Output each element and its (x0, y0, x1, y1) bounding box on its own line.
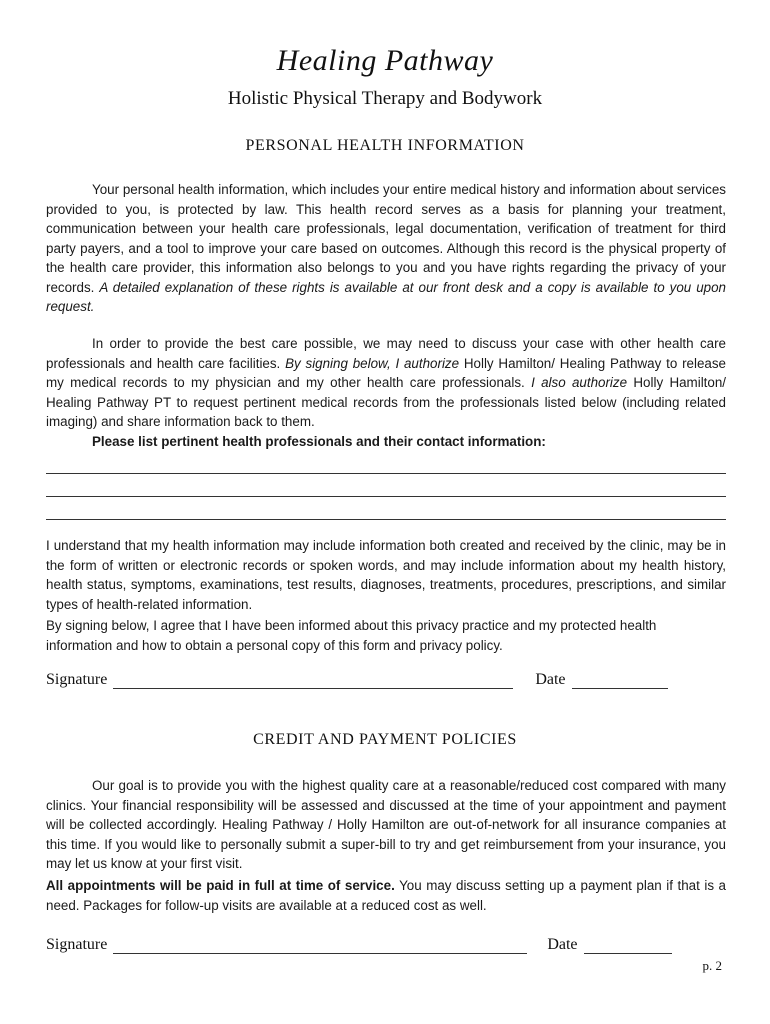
signature-label: Signature (46, 936, 108, 953)
brand-subtitle: Holistic Physical Therapy and Bodywork (227, 88, 543, 109)
professional-line-2[interactable] (46, 496, 726, 497)
date-line-health[interactable] (572, 674, 668, 689)
understanding-paragraph: I understand that my health information may include information both created and received by the clinic, may be in the form of written or electronic records or spoken words, and may include information about my health history, health status, symptoms, examinations, test results, diagnoses, treatments, procedures, prescriptions, and similar types of health-related information. (46, 538, 726, 612)
authorization-emphasis-1: By signing below, I authorize (285, 355, 460, 371)
signature-label: Signature (46, 671, 108, 688)
section-title-health-info: PERSONAL HEALTH INFORMATION (245, 137, 525, 154)
health-info-paragraph (46, 180, 726, 317)
health-info-text: Your personal health information, which includes your entire medical history and information about services provided to you, is protected by law. This health record serves as a basis for planning your treatment, communication between your health care professionals, legal documentation, verification of treatment for third party payers, and a tool to improve your care based on outcomes. Although this record is the physical property of the health care provider, this information also belongs to you and you have rights regarding the privacy of your records. (46, 182, 726, 295)
signature-row-payment (46, 936, 672, 954)
authorization-emphasis-2: I also authorize (531, 375, 628, 390)
signature-line-payment[interactable] (113, 939, 527, 954)
payment-terms-text: You may discuss setting up a payment plan if that is a need. Packages for follow-up visits are available at a reduced cost as well. (46, 878, 726, 913)
rights-note: A detailed explanation of these rights is available at our front desk and a copy is available to you upon request. (46, 279, 727, 314)
date-line-payment[interactable] (584, 939, 672, 954)
authorization-text-3: Holly Hamilton/ Healing Pathway PT to request pertinent medical records from the professionals listed below (including related imaging) and share information back to them. (46, 375, 727, 429)
list-prompt: Please list pertinent health professionals and their contact information: (92, 433, 546, 449)
brand-logo: Healing Pathway (276, 44, 494, 77)
payment-paragraph: Our goal is to provide you with the highest quality care at a reasonable/reduced cost compared with many clinics. Your financial responsibility will be assessed and discussed at the time of your appointment and payment will be collected accordingly. Healing Pathway / Holly Hamilton are out-of-network for all insurance companies at this time. If you would like to personally submit a super-bill to try and get reimbursement from your insurance, you may let us know at your first visit. (46, 778, 726, 871)
authorization-text-1: In order to provide the best care possible, we may need to discuss your case with other health care professionals and health care facilities. (46, 336, 726, 371)
authorization-paragraph (46, 334, 726, 451)
signature-row-health (46, 671, 668, 689)
signature-line-health[interactable] (113, 674, 513, 689)
payment-terms-bold: All appointments will be paid in full at time of service. (46, 878, 395, 893)
section-title-payment: CREDIT AND PAYMENT POLICIES (253, 731, 517, 748)
professional-line-3[interactable] (46, 519, 726, 520)
professional-line-1[interactable] (46, 473, 726, 474)
date-label: Date (547, 936, 578, 953)
payment-terms-paragraph (46, 876, 726, 915)
agreement-paragraph: By signing below, I agree that I have been informed about this privacy practice and my protected health information and how to obtain a personal copy of this form and privacy policy. (46, 618, 657, 653)
authorization-text-2: Holly Hamilton/ Healing Pathway to release my medical records to my physician and my other health care professionals. (46, 355, 726, 390)
page-number: p. 2 (702, 958, 722, 973)
date-label: Date (535, 671, 566, 688)
